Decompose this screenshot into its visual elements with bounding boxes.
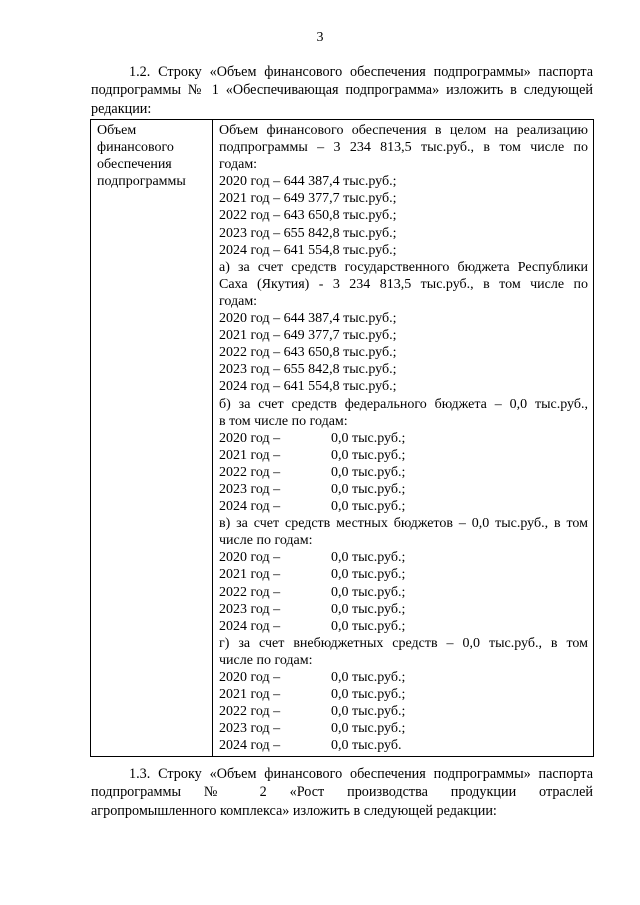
amount-value: 0,0 тыс.руб.; <box>331 687 406 703</box>
year-amount-row <box>219 447 588 464</box>
year-amount-row <box>219 703 588 720</box>
year-label: 2020 год – <box>219 670 281 685</box>
year-amount-row <box>219 720 588 737</box>
year-amount-row <box>219 686 588 703</box>
total-section <box>219 122 588 259</box>
year-label: 2023 год – <box>219 721 281 737</box>
state-budget-text-line: годам: <box>219 293 258 309</box>
amount-value: 0,0 тыс.руб.; <box>331 499 406 515</box>
intro-line: 1.2. Строку «Объем финансового обеспечения подпрограммы» паспорта <box>129 64 593 80</box>
amount-value: 0,0 тыс.руб.; <box>331 721 406 737</box>
row-label-line: финансового <box>97 140 174 156</box>
year-label: 2020 год – <box>219 430 281 446</box>
total-text-line: подпрограммы – 3 234 813,5 тыс.руб., в том числе по <box>219 140 588 156</box>
year-amount-row <box>219 464 588 481</box>
year-amount-row <box>219 481 588 498</box>
federal-budget-section <box>219 396 588 516</box>
year-amount-line: 2024 год – 641 554,8 тыс.руб.; <box>219 242 397 258</box>
total-text-line: Объем финансового обеспечения в целом на реализацию <box>219 123 588 138</box>
year-label: 2024 год – <box>219 738 281 754</box>
local-budget-section <box>219 515 588 635</box>
year-amount-line: 2021 год – 649 377,7 тыс.руб.; <box>219 328 397 344</box>
extra-budget-section <box>219 635 588 755</box>
intro-line: подпрограммы № 1 «Обеспечивающая подпрограмма» изложить в следующей <box>91 82 593 99</box>
intro-paragraph <box>91 63 593 118</box>
row-label-line: подпрограммы <box>97 174 186 190</box>
total-text-line: годам: <box>219 157 258 173</box>
year-amount-row <box>219 601 588 618</box>
amount-value: 0,0 тыс.руб.; <box>331 550 406 566</box>
year-label: 2022 год – <box>219 704 281 720</box>
extra-budget-text-line: числе по годам: <box>219 652 313 668</box>
year-label: 2023 год – <box>219 601 281 617</box>
outro-line: 1.3. Строку «Объем финансового обеспечения подпрограммы» паспорта <box>129 766 593 782</box>
table-row <box>91 120 594 757</box>
year-amount-line: 2021 год – 649 377,7 тыс.руб.; <box>219 191 397 207</box>
year-label: 2021 год – <box>219 567 281 583</box>
outro-line: подпрограммы № 2 «Рост производства продукции отраслей <box>91 784 593 801</box>
year-amount-line: 2022 год – 643 650,8 тыс.руб.; <box>219 345 397 361</box>
year-amount-row <box>219 669 588 686</box>
extra-budget-text-line: г) за счет внебюджетных средств – 0,0 тыс.руб., в том <box>219 635 588 651</box>
year-label: 2022 год – <box>219 584 281 600</box>
year-amount-row <box>219 618 588 635</box>
amount-value: 0,0 тыс.руб.; <box>331 618 406 634</box>
year-amount-row <box>219 584 588 601</box>
year-label: 2021 год – <box>219 687 281 703</box>
state-budget-text-line: Саха (Якутия) - 3 234 813,5 тыс.руб., в том числе по <box>219 276 588 292</box>
year-amount-row <box>219 430 588 447</box>
year-amount-line: 2022 год – 643 650,8 тыс.руб.; <box>219 208 397 224</box>
year-amount-line: 2020 год – 644 387,4 тыс.руб.; <box>219 174 397 190</box>
amount-value: 0,0 тыс.руб.; <box>331 464 406 480</box>
year-amount-line: 2024 год – 641 554,8 тыс.руб.; <box>219 379 397 395</box>
year-amount-line: 2023 год – 655 842,8 тыс.руб.; <box>219 225 397 241</box>
amount-value: 0,0 тыс.руб.; <box>331 704 406 720</box>
year-amount-row <box>219 498 588 515</box>
year-amount-row <box>219 737 588 754</box>
year-label: 2024 год – <box>219 499 281 515</box>
local-budget-text-line: в) за счет средств местных бюджетов – 0,0 тыс.руб., в том <box>219 516 588 532</box>
amount-value: 0,0 тыс.руб.; <box>331 567 406 583</box>
amount-value: 0,0 тыс.руб.; <box>331 447 406 463</box>
intro-line: редакции: <box>91 100 152 117</box>
federal-budget-text-line: б) за счет средств федерального бюджета – 0,0 тыс.руб., <box>219 396 588 412</box>
financing-details-cell <box>213 120 594 757</box>
amount-value: 0,0 тыс.руб. <box>331 738 402 754</box>
state-budget-section <box>219 259 588 396</box>
outro-paragraph <box>91 765 593 820</box>
federal-budget-text-line: в том числе по годам: <box>219 413 348 429</box>
year-amount-line: 2023 год – 655 842,8 тыс.руб.; <box>219 362 397 378</box>
amount-value: 0,0 тыс.руб.; <box>331 584 406 600</box>
year-label: 2024 год – <box>219 618 281 634</box>
amount-value: 0,0 тыс.руб.; <box>331 481 406 497</box>
year-label: 2022 год – <box>219 464 281 480</box>
row-label-line: Объем <box>97 123 137 138</box>
amount-value: 0,0 тыс.руб.; <box>331 430 406 446</box>
amount-value: 0,0 тыс.руб.; <box>331 670 406 685</box>
year-label: 2021 год – <box>219 447 281 463</box>
financing-table <box>90 119 594 757</box>
page-number: 3 <box>316 30 324 45</box>
year-amount-row <box>219 566 588 583</box>
year-label: 2023 год – <box>219 481 281 497</box>
amount-value: 0,0 тыс.руб.; <box>331 601 406 617</box>
year-amount-row <box>219 549 588 566</box>
year-amount-line: 2020 год – 644 387,4 тыс.руб.; <box>219 311 397 327</box>
year-label: 2020 год – <box>219 550 281 566</box>
local-budget-text-line: числе по годам: <box>219 533 313 549</box>
state-budget-text-line: а) за счет средств государственного бюджета Республики <box>219 259 588 275</box>
row-label-cell <box>91 120 213 757</box>
outro-line: агропромышленного комплекса» изложить в следующей редакции: <box>91 802 497 819</box>
row-label-line: обеспечения <box>97 157 172 173</box>
